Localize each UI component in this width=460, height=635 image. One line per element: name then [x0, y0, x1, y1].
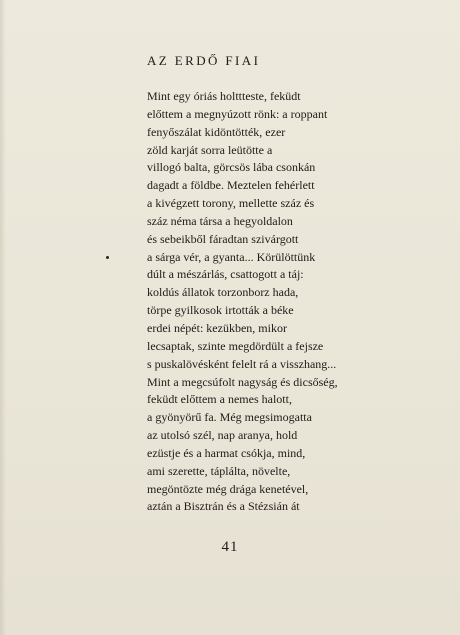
poem-line: villogó balta, görcsös lába csonkán — [147, 160, 316, 175]
poem-line: a kivégzett torony, mellette száz és — [147, 196, 315, 211]
ink-speck — [106, 256, 109, 259]
poem-title: AZ ERDŐ FIAI — [147, 53, 261, 68]
page-number: 41 — [221, 539, 239, 555]
poem-line: előttem a megnyúzott rönk: a roppant — [147, 106, 328, 121]
poem-line: dúlt a mészárlás, csattogott a táj: — [147, 267, 304, 282]
poem-line: Mint egy óriás holttteste, feküdt — [147, 89, 301, 103]
poem-line: törpe gyilkosok irtották a béke — [147, 303, 294, 318]
poem-line: ami szerette, táplálta, növelte, — [147, 463, 291, 478]
poem-line: dagadt a földbe. Meztelen fehérlett — [147, 178, 315, 193]
poem-line: fenyőszálat kidöntötték, ezer — [147, 124, 286, 139]
poem-line: aztán a Bisztrán és a Stézsián át — [147, 499, 300, 514]
poem-line: zöld karját sorra leütötte a — [147, 142, 273, 157]
poem-line: és sebeikből fáradtan szivárgott — [147, 231, 299, 246]
poem-line: megöntözte még drága kenetével, — [147, 481, 309, 496]
poem-line: koldús állatok torzonborz hada, — [147, 285, 299, 300]
poem-line: ezüstje és a harmat csókja, mind, — [147, 445, 306, 460]
poem-line: lecsaptak, szinte megdördült a fejsze — [147, 338, 324, 353]
poem-line: Mint a megcsúfolt nagyság és dicsőség, — [147, 374, 338, 389]
poem-line: erdei népét: kezükben, mikor — [147, 320, 287, 335]
poem-line: a sárga vér, a gyanta... Körülöttünk — [147, 249, 316, 264]
poem-line: az utolsó szél, nap aranya, hold — [147, 428, 298, 443]
poem-body — [147, 88, 447, 516]
poem-line: a gyönyörű fa. Még megsimogatta — [147, 410, 312, 425]
poem-line: száz néma társa a hegyoldalon — [147, 213, 293, 228]
poem-line: feküdt előttem a nemes halott, — [147, 392, 292, 407]
poem-line: s puskalövésként felelt rá a visszhang... — [147, 356, 337, 371]
